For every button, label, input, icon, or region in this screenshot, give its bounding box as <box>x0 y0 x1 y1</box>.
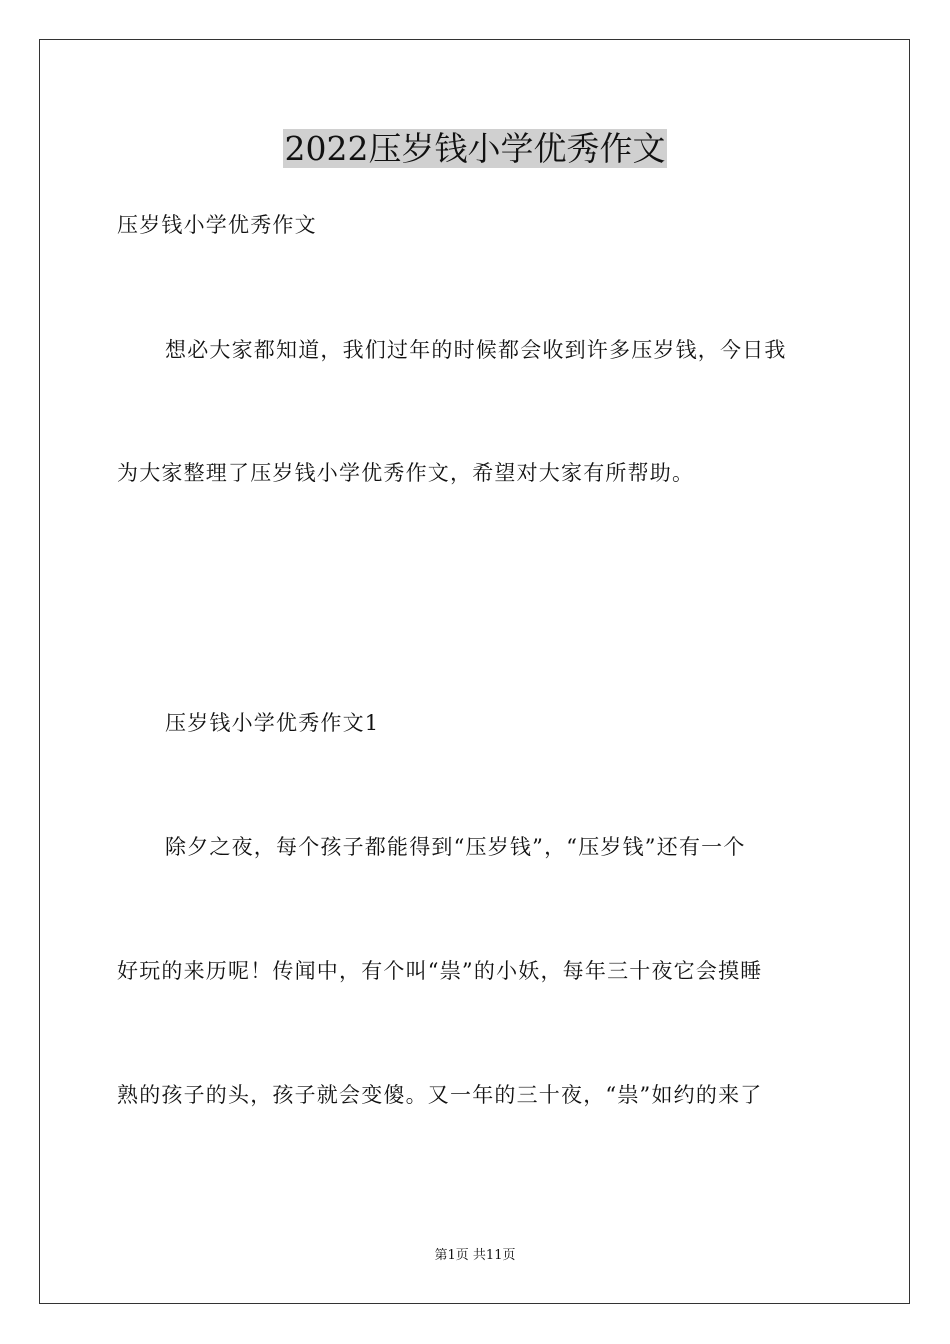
paragraph-line-2: 为大家整理了压岁钱小学优秀作文，希望对大家有所帮助。 <box>117 461 695 485</box>
paragraph-line-4: 好玩的来历呢！传闻中，有个叫“祟”的小妖，每年三十夜它会摸睡 <box>117 959 763 983</box>
document-title <box>0 126 950 172</box>
document-subtitle: 压岁钱小学优秀作文 <box>117 213 317 237</box>
section-heading: 压岁钱小学优秀作文1 <box>165 711 380 735</box>
page-footer: 第1页 共11页 <box>434 1248 516 1263</box>
document-title-text: 2022压岁钱小学优秀作文 <box>284 129 666 168</box>
paragraph-line-5: 熟的孩子的头，孩子就会变傻。又一年的三十夜，“祟”如约的来了 <box>117 1083 763 1107</box>
paragraph-line-3: 除夕之夜，每个孩子都能得到“压岁钱”，“压岁钱”还有一个 <box>165 835 746 859</box>
paragraph-line-1: 想必大家都知道，我们过年的时候都会收到许多压岁钱，今日我 <box>165 338 787 362</box>
